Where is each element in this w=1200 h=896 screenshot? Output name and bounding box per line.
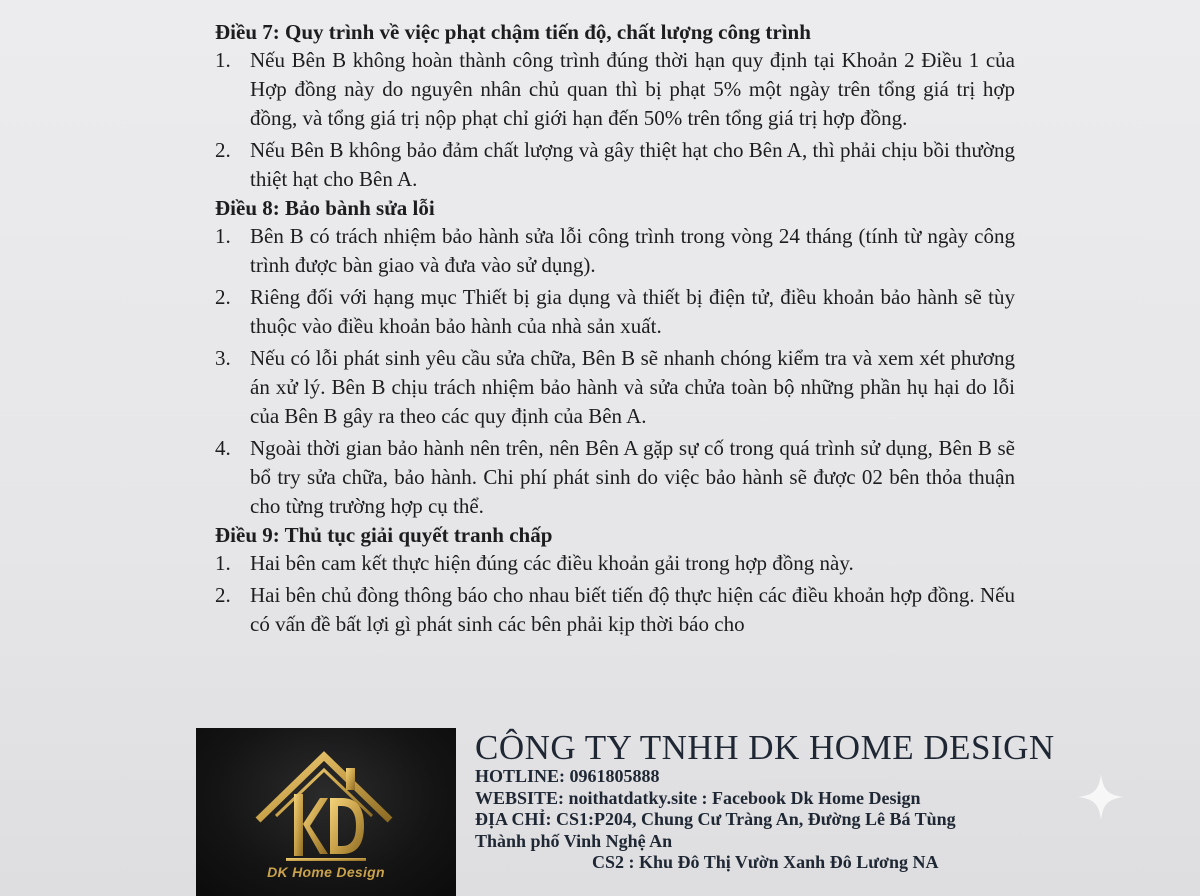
section-heading: Điều 8: Bảo bành sửa lỗi bbox=[215, 196, 435, 220]
clause-number: 2. bbox=[215, 138, 231, 162]
clause-number: 1. bbox=[215, 224, 231, 248]
address-line-3: CS2 : Khu Đô Thị Vườn Xanh Đô Lương NA bbox=[592, 852, 939, 872]
clause-number: 1. bbox=[215, 48, 231, 72]
clause-item bbox=[215, 283, 1015, 341]
clause-item bbox=[215, 344, 1015, 431]
contract-document bbox=[215, 18, 1015, 639]
clause-text: Nếu Bên B không bảo đảm chất lượng và gây thiệt hạt cho Bên A, thì phải chịu bồi thường thiệt hạt cho Bên A. bbox=[250, 138, 1015, 191]
clause-text: Riêng đối với hạng mục Thiết bị gia dụng và thiết bị điện tử, điều khoản bảo hành sẽ tùy thuộc vào điều khoản bảo hành của nhà sản xuất. bbox=[250, 285, 1015, 338]
address-line-2: Thành phố Vinh Nghệ An bbox=[475, 830, 673, 851]
company-name: CÔNG TY TNHH DK HOME DESIGN bbox=[475, 728, 1055, 767]
section-heading: Điều 7: Quy trình về việc phạt chậm tiến độ, chất lượng công trình bbox=[215, 20, 811, 44]
clause-list bbox=[215, 549, 1015, 639]
section-dieu-8 bbox=[215, 194, 1015, 521]
clause-text: Bên B có trách nhiệm bảo hành sửa lỗi công trình trong vòng 24 tháng (tính từ ngày công trình được bàn giao và đưa vào sử dụng). bbox=[250, 224, 1015, 277]
section-dieu-9 bbox=[215, 521, 1015, 639]
clause-text: Nếu Bên B không hoàn thành công trình đúng thời hạn quy định tại Khoản 2 Điều 1 của Hợp đồng này do nguyên nhân chủ quan thì bị phạt 5% một ngày trên tổng giá trị hợp đồng, và tổng giá trị nộp phạt chỉ giới hạn đến 50% trên tổng giá trị hợp đồng. bbox=[250, 48, 1015, 130]
clause-item bbox=[215, 136, 1015, 194]
clause-number: 2. bbox=[215, 285, 231, 309]
clause-item bbox=[215, 581, 1015, 639]
address-line-1: ĐỊA CHỈ: CS1:P204, Chung Cư Tràng An, Đường Lê Bá Tùng bbox=[475, 809, 956, 829]
clause-text: Hai bên cam kết thực hiện đúng các điều khoản gải trong hợp đồng này. bbox=[250, 551, 854, 575]
clause-number: 4. bbox=[215, 436, 231, 460]
clause-item bbox=[215, 222, 1015, 280]
clause-number: 1. bbox=[215, 551, 231, 575]
clause-item bbox=[215, 549, 1015, 578]
clause-text: Nếu có lỗi phát sinh yêu cầu sửa chữa, Bên B sẽ nhanh chóng kiểm tra và xem xét phương án xử lý. Bên B chịu trách nhiệm bảo hành và sửa chửa toàn bộ những phần hụ hại do lỗi của Bên B gây ra theo các quy định của Bên A. bbox=[250, 346, 1015, 428]
clause-text: Ngoài thời gian bảo hành nên trên, nên Bên A gặp sự cố trong quá trình sử dụng, Bên B sẽ bổ try sửa chữa, bảo hành. Chi phí phát sinh do việc bảo hành sẽ được 02 bên thỏa thuận cho từng trường hợp cụ thể. bbox=[250, 436, 1015, 518]
clause-text: Hai bên chủ đòng thông báo cho nhau biết tiến độ thực hiện các điều khoản hợp đồng. Nếu có vấn đề bất lợi gì phát sinh các bên phải kịp thời báo cho bbox=[250, 583, 1015, 636]
section-heading: Điều 9: Thủ tục giải quyết tranh chấp bbox=[215, 523, 553, 547]
sparkle-icon bbox=[1076, 772, 1126, 822]
clause-item bbox=[215, 434, 1015, 521]
clause-number: 3. bbox=[215, 346, 231, 370]
dk-home-logo bbox=[196, 728, 456, 896]
logo-caption: DK Home Design bbox=[267, 864, 385, 880]
hotline-text: HOTLINE: 0961805888 bbox=[475, 766, 660, 786]
section-dieu-7 bbox=[215, 18, 1015, 194]
clause-list bbox=[215, 222, 1015, 521]
clause-item bbox=[215, 46, 1015, 133]
company-contact-info bbox=[475, 766, 956, 874]
clause-list bbox=[215, 46, 1015, 194]
website-text: WEBSITE: noithatdatky.site : Facebook Dk Home Design bbox=[475, 787, 921, 808]
clause-number: 2. bbox=[215, 583, 231, 607]
